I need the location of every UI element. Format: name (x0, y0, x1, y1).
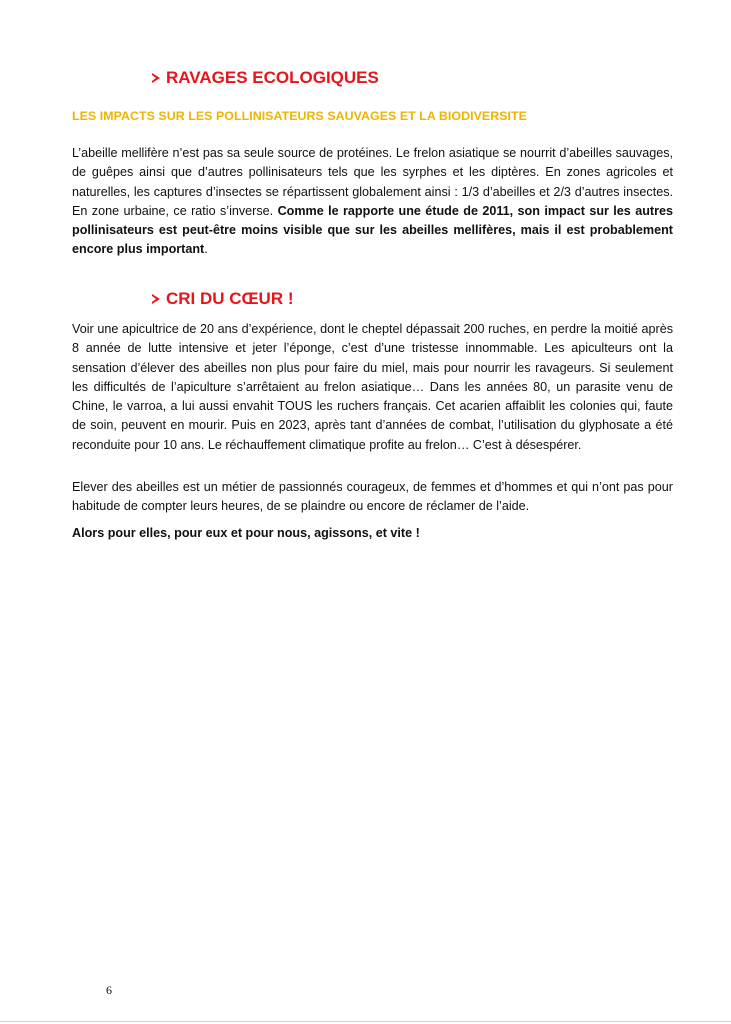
section-title-cri: CRI DU CŒUR ! (166, 289, 294, 308)
paragraph-pollinisateurs (72, 144, 673, 260)
section-heading-ravages (150, 68, 379, 88)
arrow-bullet-icon (152, 294, 160, 304)
page-bottom-divider (0, 1021, 731, 1022)
paragraph-apicultrice: Voir une apicultrice de 20 ans d’expérience, dont le cheptel dépassait 200 ruches, en perdre la moitié après 8 année de lutte intensive et jeter l’éponge, c’est d’une tristesse innommable. Les apiculteurs ont la sensation d’élever des abeilles non plus pour faire du miel, mais pour nourrir les ravageurs. Si seulement les difficultés de l’apiculture s’arrêtaient au frelon asiatique… Dans les années 80, un parasite venu de Chine, le varroa, a lui aussi envahit TOUS les ruchers français. Cet acarien affaiblit les colonies qui, faute de soin, peuvent en mourir. Puis en 2023, après tant d’années de combat, l’utilisation du glyphosate a été reconduite pour 10 ans. Le réchauffement climatique profite au frelon… C’est à désespérer. (72, 322, 673, 452)
paragraph-end: . (204, 242, 208, 257)
paragraph-bold-text: Comme le rapporte une étude de 2011, son impact sur les autres pollinisateurs est peut-être moins visible que sur les abeilles mellifères, mais il est probablement encore plus important (72, 203, 673, 257)
paragraph-text: L’abeille mellifère n’est pas sa seule source de protéines. Le frelon asiatique se nourrit d’abeilles sauvages, de guêpes ainsi que d’autres pollinisateurs tels que les syrphes et les diptères. En zones agricoles et naturelles, les captures d’insectes se répartissent globalement ainsi : 1/3 d’abeilles et 2/3 d’autres insectes. En zone urbaine, ce ratio s’inverse. (72, 146, 673, 218)
section-subtitle-impacts: LES IMPACTS SUR LES POLLINISATEURS SAUVAGES ET LA BIODIVERSITE (72, 109, 527, 123)
section-heading-cri (150, 289, 294, 309)
section-title-ravages: RAVAGES ECOLOGIQUES (166, 68, 379, 87)
page-number: 6 (106, 983, 112, 997)
arrow-bullet-icon (152, 73, 160, 83)
paragraph-elever: Elever des abeilles est un métier de passionnés courageux, de femmes et d’hommes et qui n’ont pas pour habitude de compter leurs heures, de se plaindre ou encore de réclamer de l’aide. (72, 480, 673, 514)
closing-call-to-action: Alors pour elles, pour eux et pour nous, agissons, et vite ! (72, 526, 420, 540)
